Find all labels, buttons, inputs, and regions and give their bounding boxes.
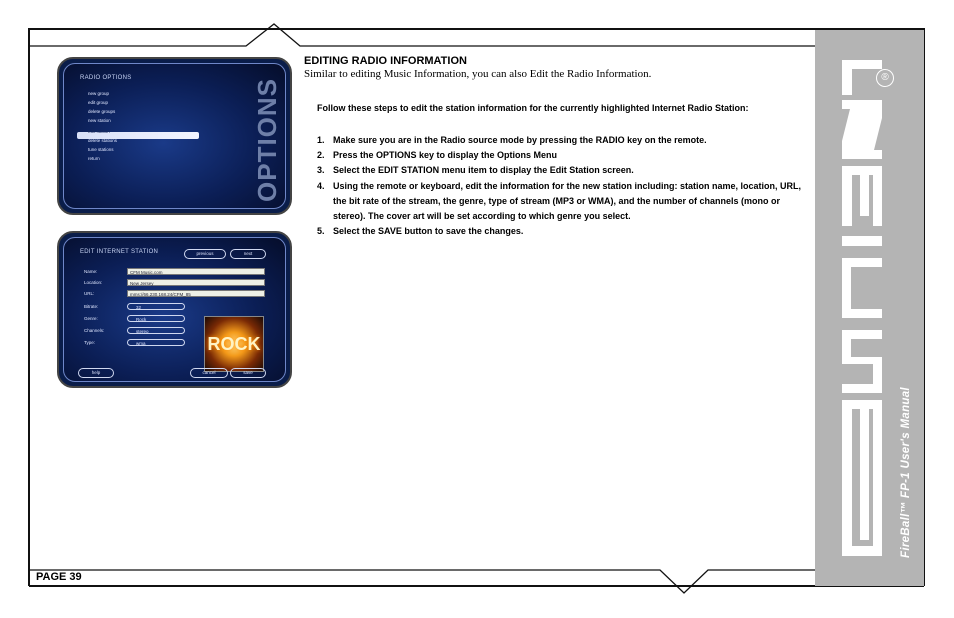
radio-options-screenshot bbox=[57, 57, 292, 215]
screen-title: EDIT INTERNET STATION bbox=[80, 249, 159, 255]
channels-select: stereo bbox=[127, 327, 185, 334]
options-side-word bbox=[246, 74, 286, 204]
intro-paragraph: Similar to editing Music Information, you can also Edit the Radio Information. bbox=[304, 68, 652, 80]
cancel-button: cancel bbox=[190, 368, 228, 378]
step-text: Using the remote or keyboard, edit the information for the new station including: station name, location, URL, the bit rate of the stream, the genre, type of stream (MP3 or WMA), and the number of channels (mono or stereo). The cover art will be set according to which genre you select. bbox=[333, 180, 802, 222]
list-item bbox=[317, 163, 807, 178]
step-number: 2. bbox=[317, 150, 325, 161]
field-label: Type: bbox=[84, 340, 96, 345]
options-side-text: OPTIONS bbox=[252, 77, 282, 202]
registered-mark: ® bbox=[876, 69, 894, 87]
step-number: 5. bbox=[317, 226, 325, 237]
bitrate-select: 32 bbox=[127, 303, 185, 310]
location-field: New Jersey bbox=[127, 279, 265, 286]
edit-station-screenshot bbox=[57, 231, 292, 388]
genre-select: Rock bbox=[127, 315, 185, 322]
step-number: 4. bbox=[317, 180, 325, 191]
next-button: next bbox=[230, 249, 266, 259]
step-text: Select the SAVE button to save the changes. bbox=[333, 226, 524, 237]
field-label: Genre: bbox=[84, 316, 98, 321]
menu-item: edit group bbox=[88, 100, 109, 105]
step-number: 1. bbox=[317, 135, 325, 145]
menu-item: new station bbox=[88, 118, 111, 123]
step-text: Make sure you are in the Radio source mode by pressing the RADIO key on the remote. bbox=[333, 135, 707, 145]
field-label: Channels: bbox=[84, 328, 105, 333]
help-button: help bbox=[78, 368, 114, 378]
menu-item: tune stations bbox=[88, 147, 114, 152]
list-item bbox=[317, 224, 807, 239]
field-label: Bitrate: bbox=[84, 304, 99, 309]
type-select: wma bbox=[127, 339, 185, 346]
menu-item: delete groups bbox=[88, 109, 116, 114]
menu-item: return bbox=[88, 156, 100, 161]
screen-panel bbox=[63, 63, 286, 209]
list-item bbox=[317, 148, 807, 163]
field-label: Name: bbox=[84, 269, 98, 274]
page-number: PAGE 39 bbox=[36, 571, 82, 583]
screen-title: RADIO OPTIONS bbox=[80, 75, 132, 81]
name-field: CFM Music.com bbox=[127, 268, 265, 275]
step-text: Select the EDIT STATION menu item to display the Edit Station screen. bbox=[333, 165, 634, 176]
manual-subtitle: FireBall™ FP-1 User's Manual bbox=[900, 387, 912, 558]
cover-art-image bbox=[204, 316, 264, 372]
list-item bbox=[317, 179, 807, 225]
cover-art-text: ROCK bbox=[207, 333, 261, 354]
section-heading: EDITING RADIO INFORMATION bbox=[304, 55, 467, 67]
save-button: save bbox=[230, 368, 266, 378]
field-label: Location: bbox=[84, 280, 103, 285]
list-item bbox=[317, 133, 807, 148]
menu-item: delete stations bbox=[88, 138, 118, 143]
steps-list bbox=[317, 133, 807, 239]
previous-button: previous bbox=[184, 249, 226, 259]
url-field: mms://66.230.168.24/CFM_85 bbox=[127, 290, 265, 297]
step-number: 3. bbox=[317, 165, 325, 176]
menu-item: new group bbox=[88, 91, 110, 96]
field-label: URL: bbox=[84, 291, 95, 296]
menu-item-selected: edit station bbox=[88, 129, 110, 134]
steps-intro: Follow these steps to edit the station information for the currently highlighted Internet Radio Station: bbox=[317, 103, 749, 113]
screen-panel bbox=[63, 237, 286, 382]
step-text: Press the OPTIONS key to display the Options Menu bbox=[333, 150, 558, 161]
content-section bbox=[304, 55, 804, 80]
